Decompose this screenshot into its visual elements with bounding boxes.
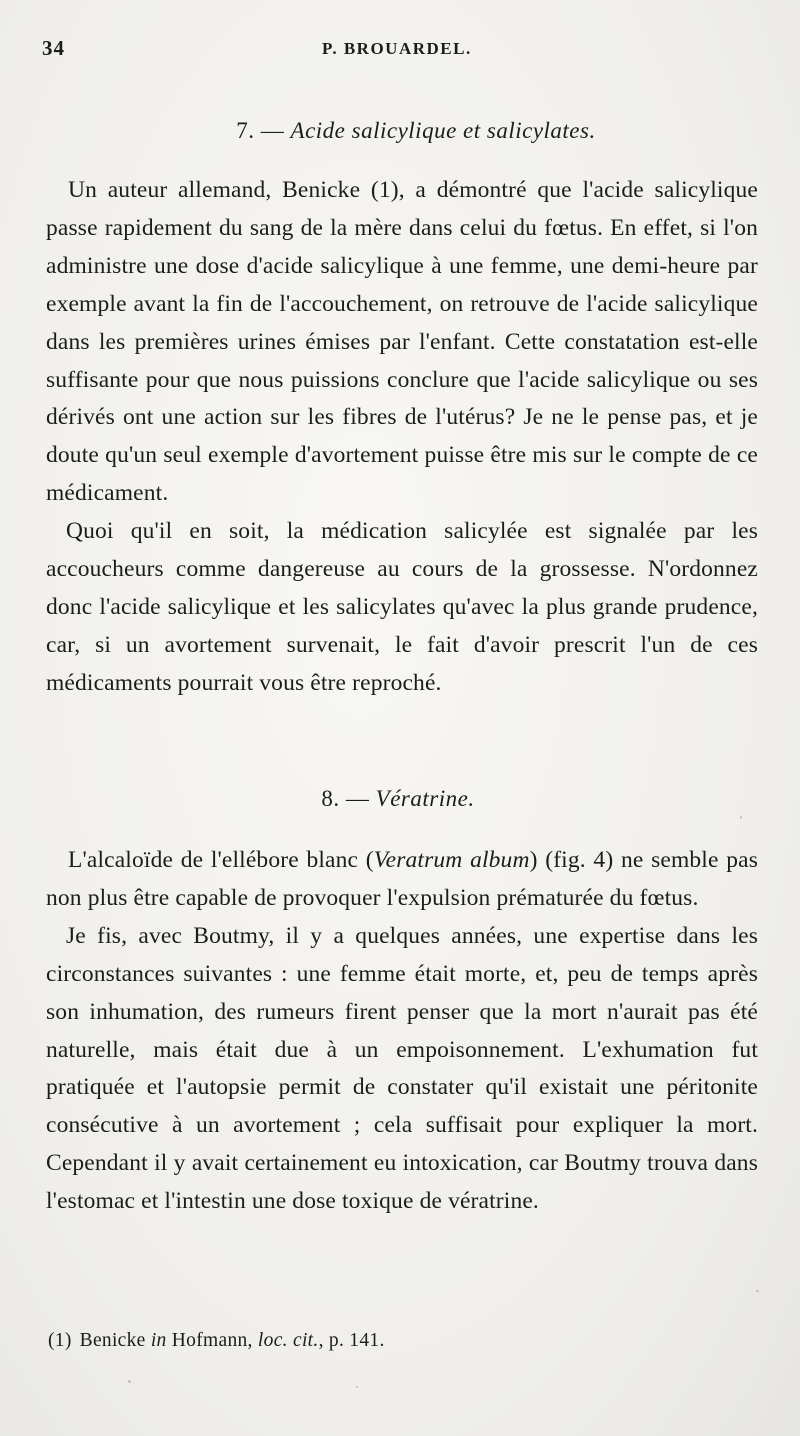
- footnote: [48, 1330, 748, 1352]
- ink-speck: [356, 1386, 358, 1388]
- paragraph-text: ) (fig. 4) ne semble pas non plus être capable de provoquer l'expulsion prématurée du fœtus.: [46, 847, 759, 911]
- section-7-body: [46, 172, 758, 703]
- page-header: [42, 36, 760, 66]
- page-number: 34: [42, 36, 65, 60]
- footnote-source: Hofmann,: [171, 1330, 253, 1351]
- running-head: P. BROUARDEL.: [322, 39, 472, 58]
- footnote-in: in: [150, 1330, 167, 1351]
- footnote-author: Benicke: [79, 1330, 146, 1351]
- ink-speck: [740, 816, 742, 819]
- section-8-body: [46, 842, 758, 1221]
- ink-speck: [756, 1290, 759, 1292]
- section-7-number: 7. —: [236, 118, 291, 143]
- section-8-title: Vératrine.: [375, 786, 475, 811]
- paragraph-text: L'alcaloïde de l'ellébore blanc (: [68, 847, 374, 873]
- footnote-page: , p. 141.: [318, 1330, 385, 1351]
- footnote-marker: (1): [48, 1330, 72, 1351]
- section-7-title: Acide salicylique et salicylates.: [290, 118, 596, 143]
- footnote-loc: loc. cit.: [257, 1330, 319, 1351]
- section-8-number: 8. —: [321, 786, 376, 811]
- paragraph: [46, 842, 758, 918]
- latin-name: Veratrum album: [373, 847, 530, 873]
- section-7-heading: [16, 118, 800, 144]
- paragraph: Quoi qu'il en soit, la médication salicylée est signalée par les accoucheurs comme dangereuse au cours de la grossesse. N'ordonnez donc l'acide salicylique et les salicylates qu'avec la plus grande prudence, car, si un avortement survenait, le fait d'avoir prescrit l'un de ces médicaments pourrait vous être reproché.: [46, 518, 758, 696]
- paragraph: Un auteur allemand, Benicke (1), a démontré que l'acide salicylique passe rapidement du sang de la mère dans celui du fœtus. En effet, si l'on administre une dose d'acide salicylique à une femme, une demi-heure par exemple avant la fin de l'accouchement, on retrouve de l'acide salicylique dans les premières urines émises par l'enfant. Cette constatation est-elle suffisante pour que nous puissions conclure que l'acide salicylique ou ses dérivés ont une action sur les fibres de l'utérus? Je ne le pense pas, et je doute qu'un seul exemple d'avortement puisse être mis sur le compte de ce médicament.: [46, 177, 758, 507]
- section-8-heading: [0, 786, 798, 812]
- ink-speck: [128, 1380, 131, 1383]
- paragraph: Je fis, avec Boutmy, il y a quelques années, une expertise dans les circonstances suivantes : une femme était morte, et, peu de temps après son inhumation, des rumeurs firent penser que la mort n'aurait pas été naturelle, mais était due à un empoisonnement. L'exhumation fut pratiquée et l'autopsie permit de constater qu'il existait une péritonite consécutive à un avortement ; cela suffisait pour expliquer la mort. Cependant il y avait certainement eu intoxication, car Boutmy trouva dans l'estomac et l'intestin une dose toxique de vératrine.: [46, 922, 758, 1215]
